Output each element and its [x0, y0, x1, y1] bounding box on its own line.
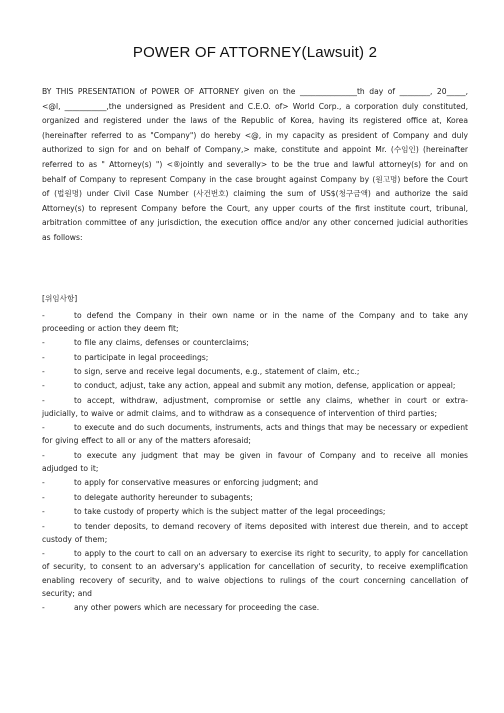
bullet-dash: -: [42, 338, 45, 348]
list-item-text: to participate in legal proceedings;: [74, 352, 209, 362]
list-item-text: to conduct, adjust, take any action, appeal and submit any motion, defense, application or appeal;: [74, 381, 456, 391]
list-item-text: to apply to the court to call on an adversary to exercise its right to security, to apply for cancellation of security, to consent to an adversary's application for cancellation of security, to receive exemplification enabling recovery of security, and to waive objections to rulings of the court concerning cancellation of security; and: [42, 549, 468, 598]
list-item: [42, 520, 468, 546]
list-item-text: to apply for conservative measures or enforcing judgment; and: [74, 478, 319, 488]
bullet-dash: -: [42, 521, 45, 531]
intro-paragraph: BY THIS PRESENTATION of POWER OF ATTORNEY given on the _______________th day of ________, 20_____, <@l, ___________,the undersigned as President and C.E.O. of> World Corp., a corporation duly constituted, organized and registered under the laws of the Republic of Korea, having its registered office at, Korea (hereinafter referred to as "Company") do hereby <@, in my capacity as president of Company and duly authorized to sign for and on behalf of Company,> make, constitute and appoint Mr. (수임인) (hereinafter referred to as " Attorney(s) ") <®jointly and severally> to be the true and lawful attorney(s) for and on behalf of Company to represent Company in the case brought against Company by (원고명) before the Court of (법원명) under Civil Case Number (사건번호) claiming the sum of US$(청구금액) and authorize the said Attorney(s) to represent Company before the Court, any upper courts of the first institute court, tribunal, arbitration committee of any jurisdiction, the execution office and/or any other concerned judicial authorities as follows:: [42, 87, 468, 242]
list-item: [42, 336, 468, 349]
list-item-text: to sign, serve and receive legal documents, e.g., statement of claim, etc.;: [74, 366, 360, 376]
bullet-dash: -: [42, 395, 45, 405]
list-item-text: to execute any judgment that may be given in favour of Company and to receive all monies adjudged to it;: [42, 450, 468, 474]
bullet-dash: -: [42, 549, 45, 559]
list-item-text: to execute and do such documents, instruments, acts and things that may be necessary or expedient for giving effect to all or any of the matters aforesaid;: [42, 423, 468, 446]
list-item: [42, 491, 468, 504]
list-item: [42, 351, 468, 364]
list-item: [42, 547, 468, 600]
list-item-text: any other powers which are necessary for proceeding the case.: [74, 603, 320, 613]
bullet-dash: -: [42, 450, 45, 460]
list-item: [42, 309, 468, 335]
list-item-text: to defend the Company in their own name or in the name of the Company and to take any proceeding or action they deem fit;: [42, 310, 468, 333]
list-item: [42, 394, 468, 420]
list-item: [42, 449, 468, 475]
list-item: [42, 365, 468, 378]
list-item-text: to delegate authority hereunder to subagents;: [74, 492, 253, 502]
bullet-dash: -: [42, 310, 45, 320]
section-heading: [위임사항]: [42, 293, 78, 303]
list-item-text: to file any claims, defenses or counterclaims;: [74, 338, 249, 348]
bullet-dash: -: [42, 381, 45, 391]
bullet-dash: -: [42, 478, 45, 488]
list-item: [42, 505, 468, 518]
document-title: POWER OF ATTORNEY(Lawsuit) 2: [132, 44, 378, 61]
bullet-dash: -: [42, 366, 45, 376]
list-item: [42, 379, 468, 392]
list-item-text: to accept, withdraw, adjustment, compromise or settle any claims, whether in court or extra-judicially, to waive or admit claims, and to withdraw as a consequence of intervention of third parties;: [42, 395, 468, 418]
bullet-dash: -: [42, 507, 45, 517]
bullet-dash: -: [42, 603, 45, 613]
list-item-text: to take custody of property which is the subject matter of the legal proceedings;: [74, 507, 386, 517]
list-item: [42, 421, 468, 447]
bullet-dash: -: [42, 423, 45, 433]
powers-list: [42, 309, 468, 615]
bullet-dash: -: [42, 352, 45, 362]
list-item: [42, 601, 468, 614]
bullet-dash: -: [42, 492, 45, 502]
list-item: [42, 476, 468, 489]
list-item-text: to tender deposits, to demand recovery of items deposited with interest due therein, and to accept custody of them;: [42, 521, 468, 544]
